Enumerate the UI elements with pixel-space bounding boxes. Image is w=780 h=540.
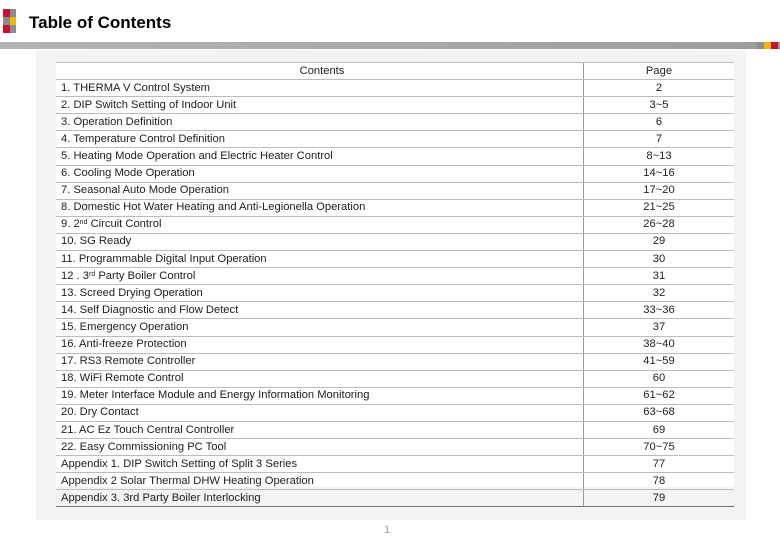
toc-entry-text-rest: Party Boiler Control	[95, 269, 196, 282]
toc-entry-title	[56, 439, 584, 456]
toc-page-number: 77	[584, 456, 735, 473]
table-row	[56, 404, 734, 421]
toc-entry-text: 2. DIP Switch Setting of Indoor Unit	[61, 98, 237, 111]
toc-entry-title	[56, 251, 584, 268]
toc-page-number: 78	[584, 473, 735, 490]
toc-entry-text: Appendix 3. 3rd Party Boiler Interlocking	[61, 491, 261, 504]
table-row	[56, 165, 734, 182]
toc-entry-text: 10. SG Ready	[61, 235, 132, 248]
toc-entry-title	[56, 387, 584, 404]
toc-page-number: 31	[584, 268, 735, 285]
toc-entry-text-rest: Circuit Control	[87, 218, 162, 231]
toc-page-number: 79	[584, 490, 735, 507]
toc-page-number: 29	[584, 233, 735, 250]
table-row	[56, 319, 734, 336]
table-row	[56, 285, 734, 302]
table-row	[56, 490, 734, 507]
toc-entry-title	[56, 404, 584, 421]
toc-page-number: 60	[584, 370, 735, 387]
table-row	[56, 216, 734, 233]
toc-entry-text: 18. WiFi Remote Control	[61, 372, 184, 385]
toc-entry-title	[56, 199, 584, 216]
toc-page-number: 17~20	[584, 182, 735, 199]
table-header-row	[56, 63, 734, 80]
toc-page-number: 6	[584, 114, 735, 131]
toc-page-number: 70~75	[584, 439, 735, 456]
toc-page-number: 32	[584, 285, 735, 302]
toc-entry-title	[56, 165, 584, 182]
page-column-header: Page	[584, 63, 735, 80]
toc-entry-title	[56, 216, 584, 233]
contents-table	[56, 62, 734, 507]
toc-page-number: 61~62	[584, 387, 735, 404]
table-row	[56, 80, 734, 97]
toc-entry-text: 1. THERMA V Control System	[61, 81, 211, 94]
toc-page-number: 14~16	[584, 165, 735, 182]
toc-entry-text: 15. Emergency Operation	[61, 320, 189, 333]
toc-page-number: 26~28	[584, 216, 735, 233]
toc-entry-title	[56, 97, 584, 114]
band-accent-yellow	[764, 42, 771, 49]
toc-entry-text: 7. Seasonal Auto Mode Operation	[61, 184, 229, 197]
toc-entry-title	[56, 370, 584, 387]
toc-entry-title	[56, 353, 584, 370]
table-row	[56, 336, 734, 353]
table-row	[56, 233, 734, 250]
table-row	[56, 370, 734, 387]
toc-entry-text: 12 . 3	[61, 269, 89, 282]
toc-page-number: 41~59	[584, 353, 735, 370]
toc-entry-title	[56, 490, 584, 507]
toc-entry-title	[56, 114, 584, 131]
toc-page-number: 7	[584, 131, 735, 148]
toc-entry-text: 17. RS3 Remote Controller	[61, 355, 196, 368]
table-row	[56, 182, 734, 199]
toc-page-number: 3~5	[584, 97, 735, 114]
toc-page-number: 30	[584, 251, 735, 268]
table-row	[56, 302, 734, 319]
toc-entry-title	[56, 302, 584, 319]
toc-page-number: 38~40	[584, 336, 735, 353]
table-row	[56, 148, 734, 165]
toc-entry-title	[56, 182, 584, 199]
table-row	[56, 251, 734, 268]
toc-entry-text: 11. Programmable Digital Input Operation	[61, 252, 267, 265]
toc-entry-text: 16. Anti-freeze Protection	[61, 338, 187, 351]
toc-entry-title	[56, 80, 584, 97]
toc-entry-title	[56, 285, 584, 302]
toc-page-number: 2	[584, 80, 735, 97]
band-accent-gray	[757, 42, 764, 49]
toc-entry-text: 6. Cooling Mode Operation	[61, 167, 195, 180]
table-row	[56, 439, 734, 456]
table-row	[56, 97, 734, 114]
toc-entry-text: Appendix 1. DIP Switch Setting of Split 3 Series	[61, 457, 298, 470]
toc-entry-title	[56, 268, 584, 285]
toc-page-number: 69	[584, 421, 735, 438]
toc-entry-text: 20. Dry Contact	[61, 406, 139, 419]
table-row	[56, 199, 734, 216]
toc-entry-text: 9. 2	[61, 218, 80, 231]
toc-page-number: 63~68	[584, 404, 735, 421]
header-divider-band	[0, 42, 780, 49]
toc-entry-text: 5. Heating Mode Operation and Electric Heater Control	[61, 150, 333, 163]
toc-entry-text: 21. AC Ez Touch Central Controller	[61, 423, 235, 436]
table-row	[56, 456, 734, 473]
toc-entry-title	[56, 336, 584, 353]
brand-logo-icon	[3, 9, 16, 33]
table-row	[56, 353, 734, 370]
toc-entry-text: 13. Screed Drying Operation	[61, 286, 203, 299]
toc-entry-title	[56, 421, 584, 438]
table-row	[56, 114, 734, 131]
toc-entry-text: 19. Meter Interface Module and Energy Information Monitoring	[61, 389, 370, 402]
toc-entry-text: 22. Easy Commissioning PC Tool	[61, 440, 227, 453]
ordinal-suffix: rd	[89, 270, 96, 278]
contents-column-header: Contents	[56, 63, 584, 80]
toc-entry-title	[56, 131, 584, 148]
toc-page-number: 37	[584, 319, 735, 336]
toc-entry-title	[56, 233, 584, 250]
toc-page-number: 8~13	[584, 148, 735, 165]
toc-entry-title	[56, 473, 584, 490]
toc-entry-title	[56, 319, 584, 336]
table-row	[56, 421, 734, 438]
toc-entry-text: 8. Domestic Hot Water Heating and Anti-Legionella Operation	[61, 201, 366, 214]
ordinal-suffix: nd	[79, 219, 88, 227]
toc-page-number: 21~25	[584, 199, 735, 216]
toc-entry-title	[56, 148, 584, 165]
slide-page-number: 1	[384, 524, 391, 536]
band-accent-red	[771, 42, 778, 49]
toc-entry-text: 4. Temperature Control Definition	[61, 132, 225, 145]
table-row	[56, 131, 734, 148]
table-row	[56, 473, 734, 490]
toc-entry-text: 3. Operation Definition	[61, 115, 173, 128]
table-row	[56, 268, 734, 285]
toc-page-number: 33~36	[584, 302, 735, 319]
toc-entry-text: 14. Self Diagnostic and Flow Detect	[61, 303, 239, 316]
toc-entry-title	[56, 456, 584, 473]
toc-entry-text: Appendix 2 Solar Thermal DHW Heating Operation	[61, 474, 314, 487]
page-title: Table of Contents	[29, 13, 172, 32]
table-row	[56, 387, 734, 404]
